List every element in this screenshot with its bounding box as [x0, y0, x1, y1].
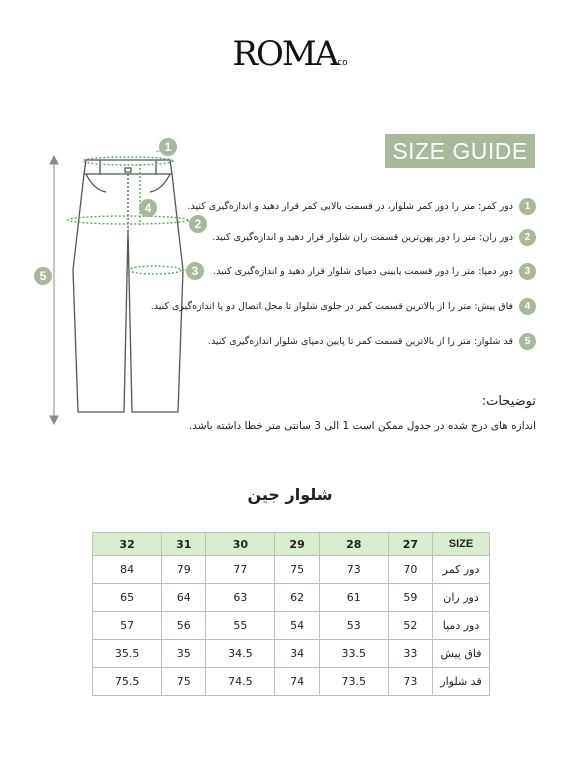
svg-text:5: 5: [39, 269, 47, 283]
table-cell: 59: [388, 584, 432, 612]
measurement-number: 2: [519, 229, 536, 246]
table-cell: 74: [275, 668, 319, 696]
size-header-cell: 32: [93, 533, 162, 556]
table-cell: 84: [93, 556, 162, 584]
table-cell: 73: [388, 668, 432, 696]
measurement-text: دور دمپا: متر را دور قسمت پایینی دمپای شلوار قرار دهید و اندازه‌گیری کنید.: [213, 265, 513, 277]
table-cell: 73.5: [319, 668, 388, 696]
table-row: [93, 584, 490, 612]
marker-4: [139, 199, 157, 217]
svg-text:1: 1: [164, 140, 172, 154]
svg-text:3: 3: [191, 264, 199, 278]
row-label: دور ران: [433, 584, 490, 612]
hem-measure: [129, 266, 181, 274]
table-cell: 34.5: [206, 640, 275, 668]
table-title: شلوار جین: [247, 485, 333, 504]
measurement-length: [208, 331, 536, 351]
table-cell: 75: [275, 556, 319, 584]
table-cell: 70: [388, 556, 432, 584]
table-row: [93, 668, 490, 696]
notes-body: اندازه های درج شده در جدول ممکن است 1 الی 3 سانتی متر خطا داشته باشد.: [188, 420, 536, 432]
table-cell: 62: [275, 584, 319, 612]
table-cell: 33.5: [319, 640, 388, 668]
table-cell: 56: [162, 612, 206, 640]
measurement-text: دور کمر: متر را دور کمر شلوار، در قسمت بالایی کمر قرار دهید و اندازه‌گیری کنید.: [187, 200, 513, 212]
table-cell: 33: [388, 640, 432, 668]
table-cell: 73: [319, 556, 388, 584]
table-row: [93, 556, 490, 584]
size-header-cell: 27: [388, 533, 432, 556]
jeans-diagram: [28, 130, 218, 425]
measurement-number: 3: [519, 263, 536, 280]
table-cell: 63: [206, 584, 275, 612]
table-cell: 64: [162, 584, 206, 612]
marker-5: [34, 267, 52, 285]
table-cell: 35: [162, 640, 206, 668]
notes-title: توضیحات:: [481, 394, 536, 409]
measurement-text: فاق پیش: متر را از بالاترین قسمت کمر در جلوی شلوار تا محل اتصال دو پا اندازه‌گیری کنید.: [150, 300, 513, 312]
measurement-text: قد شلوار: متر را از بالاترین قسمت کمر تا پایین دمپای شلوار اندازه‌گیری کنید.: [207, 335, 513, 347]
measurement-hem: [213, 261, 536, 281]
measurement-number: 4: [519, 298, 536, 315]
size-header-cell: 31: [162, 533, 206, 556]
size-guide-banner: SIZE GUIDE: [385, 134, 535, 168]
measurement-rise: [151, 296, 536, 316]
size-corner-label: SIZE: [433, 533, 490, 556]
table-cell: 55: [206, 612, 275, 640]
table-cell: 34: [275, 640, 319, 668]
brand-logo: [0, 34, 580, 74]
row-label: دور دمپا: [433, 612, 490, 640]
table-cell: 61: [319, 584, 388, 612]
table-row: [93, 640, 490, 668]
table-row: [93, 612, 490, 640]
size-header-cell: 28: [319, 533, 388, 556]
marker-2: [189, 215, 207, 233]
waist-measure: [83, 157, 173, 165]
size-table: [92, 532, 490, 696]
table-cell: 57: [93, 612, 162, 640]
jeans-outline: [73, 160, 183, 412]
table-cell: 65: [93, 584, 162, 612]
measurement-waist: [188, 196, 536, 216]
size-header-cell: 30: [206, 533, 275, 556]
row-label: فاق پیش: [433, 640, 490, 668]
table-cell: 77: [206, 556, 275, 584]
measurement-number: 5: [519, 333, 536, 350]
measurement-thigh: [212, 227, 536, 247]
size-header-row: [93, 533, 490, 556]
leader-lines: [156, 150, 190, 270]
table-cell: 75.5: [93, 668, 162, 696]
table-cell: 79: [162, 556, 206, 584]
brand-name: ROMA: [232, 34, 338, 74]
table-cell: 35.5: [93, 640, 162, 668]
table-cell: 54: [275, 612, 319, 640]
table-cell: 53: [319, 612, 388, 640]
table-cell: 75: [162, 668, 206, 696]
measurement-text: دور ران: متر را دور پهن‌ترین قسمت ران شلوار قرار دهید و اندازه‌گیری کنید.: [212, 231, 513, 243]
size-header-cell: 29: [275, 533, 319, 556]
table-cell: 52: [388, 612, 432, 640]
marker-3: [186, 262, 204, 280]
svg-text:2: 2: [194, 217, 202, 231]
row-label: قد شلوار: [433, 668, 490, 696]
brand-suffix: co: [337, 58, 348, 68]
row-label: دور کمر: [433, 556, 490, 584]
measurement-number: 1: [519, 198, 536, 215]
svg-text:4: 4: [144, 201, 152, 215]
table-cell: 74.5: [206, 668, 275, 696]
length-measure-line: [50, 156, 58, 424]
marker-1: [159, 138, 177, 156]
